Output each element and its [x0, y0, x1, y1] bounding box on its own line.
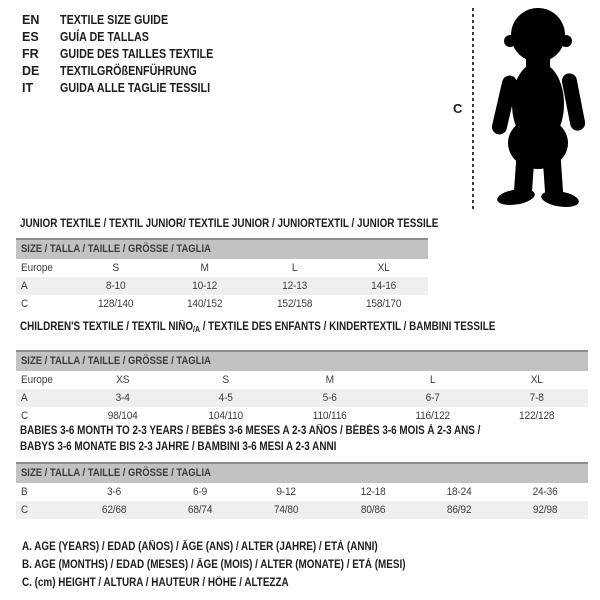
legend-line-a: A. AGE (YEARS) / EDAD (AÑOS) / ÂGE (ANS) / ALTER (JAHRE) / ETÀ (ANNI) — [22, 541, 378, 553]
row-label: A — [21, 392, 28, 404]
row-label: C — [21, 298, 29, 310]
row-label: Europe — [21, 374, 53, 386]
age-cell: 9-12 — [276, 486, 297, 498]
lang-row-it — [22, 80, 238, 97]
baby-silhouette — [480, 5, 598, 207]
size-cell: M — [325, 374, 334, 386]
height-cell: 62/68 — [101, 504, 127, 516]
age-cell: 24-36 — [532, 486, 558, 498]
height-measure-dotted-line — [472, 8, 474, 210]
table-row-europe — [16, 259, 428, 277]
age-cell: 5-6 — [322, 392, 337, 404]
age-cell: 12-18 — [360, 486, 386, 498]
size-header-text: SIZE / TALLA / TAILLE / GRÖSSE / TAGLIA — [21, 355, 211, 367]
height-cell: 110/116 — [312, 410, 347, 422]
lang-code: DE — [22, 64, 40, 78]
lang-row-fr — [22, 46, 238, 63]
size-cell: S — [222, 374, 230, 386]
legend-line-b: B. AGE (MONTHS) / EDAD (MESES) / ÂGE (MOIS) / ALTER (MONATE) / ETÀ (MESI) — [22, 559, 406, 571]
age-cell: 3-4 — [115, 392, 130, 404]
table-row-height — [16, 295, 428, 313]
babies-title-line1: BABIES 3-6 MONTH TO 2-3 YEARS / BEBÉS 3-6 MESES A 2-3 AÑOS / BÉBÉS 3-6 MOIS À 2-3 ANS / — [20, 425, 481, 437]
size-cell: S — [112, 262, 119, 274]
junior-section-title — [20, 216, 506, 232]
lang-row-en — [22, 12, 238, 29]
size-table-header-bar — [16, 352, 588, 371]
table-row-height — [16, 501, 588, 519]
size-table-header-bar — [16, 240, 428, 259]
age-cell: 18-24 — [446, 486, 472, 498]
height-cell: 140/152 — [187, 298, 223, 310]
table-row-age — [16, 277, 428, 295]
age-cell: 12-13 — [281, 280, 307, 292]
height-cell: 74/80 — [274, 504, 299, 516]
lang-title: TEXTILGRÖßENFÜHRUNG — [60, 64, 197, 78]
height-cell: 80/86 — [360, 504, 385, 516]
junior-section-title-text: JUNIOR TEXTILE / TEXTIL JUNIOR/ TEXTILE JUNIOR / JUNIORTEXTIL / JUNIOR TESSILE — [20, 218, 439, 230]
table-row-age — [16, 389, 588, 407]
age-cell: 8-10 — [105, 280, 126, 292]
size-cell: L — [430, 374, 436, 386]
lang-code: FR — [22, 47, 39, 61]
lang-title: GUIDA ALLE TAGLIE TESSILI — [60, 81, 211, 95]
height-cell: 68/74 — [188, 504, 213, 516]
lang-code: ES — [22, 30, 39, 44]
legend — [22, 538, 468, 592]
row-label: Europe — [21, 262, 53, 274]
lang-title: GUIDE DES TAILLES TEXTILE — [60, 47, 214, 61]
title-subscript: /A — [193, 325, 200, 334]
babies-size-table — [16, 462, 588, 519]
size-cell: M — [200, 262, 210, 274]
age-cell: 14-16 — [370, 280, 396, 292]
legend-line-c: C. (cm) HEIGHT / ALTURA / HAUTEUR / HÖHE / ALTEZZA — [22, 577, 289, 589]
table-row-age-months — [16, 483, 588, 501]
age-cell: 3-6 — [107, 486, 122, 498]
row-label: C — [21, 410, 29, 422]
size-header-text: SIZE / TALLA / TAILLE / GRÖSSE / TAGLIA — [21, 467, 211, 479]
row-label: B — [21, 486, 28, 498]
row-label: A — [21, 280, 28, 292]
lang-row-de — [22, 63, 238, 80]
age-cell: 7-8 — [529, 392, 544, 404]
babies-section-title — [20, 423, 555, 455]
size-cell: XL — [377, 262, 390, 274]
children-section-title — [20, 319, 573, 338]
height-cell: 104/110 — [208, 410, 244, 422]
language-title-list — [22, 12, 238, 97]
height-cell: 98/104 — [107, 410, 138, 422]
lang-code: IT — [22, 81, 34, 95]
age-cell: 4-5 — [219, 392, 234, 404]
height-cell: 92/98 — [532, 504, 558, 516]
table-row-europe — [16, 371, 588, 389]
height-cell: 128/140 — [97, 298, 134, 310]
height-cell: 86/92 — [446, 504, 471, 516]
height-cell: 122/128 — [518, 410, 554, 422]
height-cell: 158/170 — [365, 298, 402, 310]
children-size-table — [16, 350, 588, 425]
age-cell: 10-12 — [192, 280, 218, 292]
age-cell: 6-9 — [193, 486, 208, 498]
size-table-header-bar — [16, 464, 588, 483]
age-cell: 6-7 — [425, 392, 440, 404]
height-cell: 152/158 — [276, 298, 312, 310]
lang-title: GUÍA DE TALLAS — [60, 30, 149, 44]
junior-size-table — [16, 238, 428, 313]
lang-row-es — [22, 29, 238, 46]
size-cell: XS — [116, 374, 130, 386]
size-header-text: SIZE / TALLA / TAILLE / GRÖSSE / TAGLIA — [21, 243, 211, 255]
children-section-title-text: CHILDREN'S TEXTILE / TEXTIL $NIÑO_{/A}$ / TEXTILE DES ENFANTS / KINDERTEXTIL / BAMBINI TESSILE — [20, 321, 496, 334]
lang-title: TEXTILE SIZE GUIDE — [60, 13, 169, 27]
size-cell: L — [291, 262, 297, 274]
height-cell: 116/122 — [415, 410, 451, 422]
row-label: C — [21, 504, 29, 516]
height-measure-label: C — [453, 101, 463, 116]
size-cell: XL — [530, 374, 543, 386]
lang-code: EN — [22, 13, 40, 27]
babies-title-line2: BABYS 3-6 MONATE BIS 2-3 JAHRE / BAMBINI 3-6 MESI A 2-3 ANNI — [20, 441, 337, 453]
